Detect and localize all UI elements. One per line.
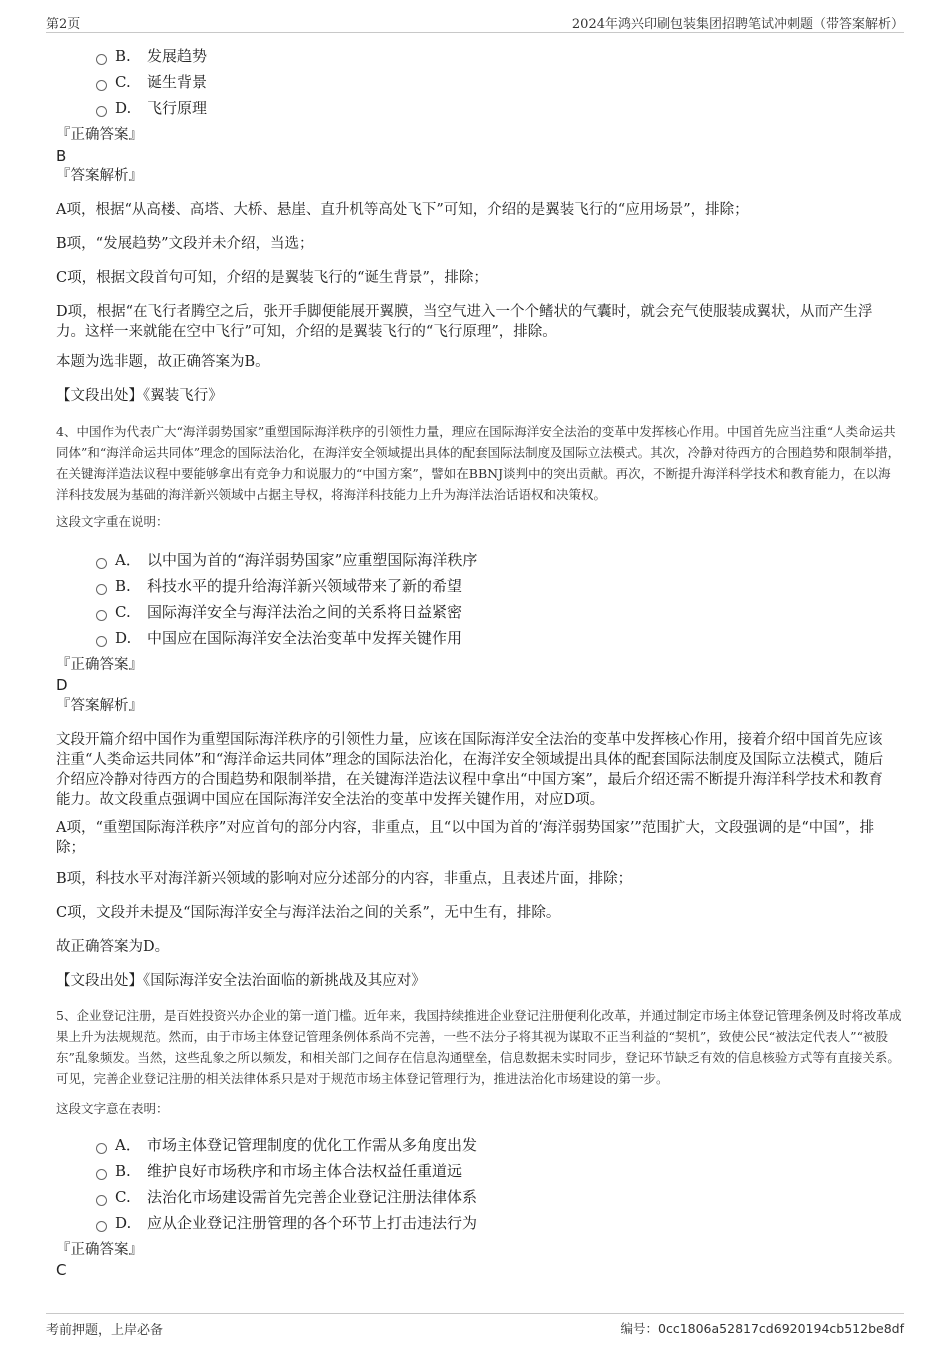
analysis-paragraph: A项，根据“从高楼、高塔、大桥、悬崖、直升机等高处飞下”可知，介绍的是翼装飞行的“应用场景”，排除； <box>56 202 749 218</box>
analysis-paragraph: 本题为选非题，故正确答案为B。 <box>56 354 270 370</box>
analysis-paragraph: B项，“发展趋势”文段并未介绍，当选； <box>56 236 314 252</box>
correct-answer: D <box>56 676 68 694</box>
analysis-paragraph: 故正确答案为D。 <box>56 939 170 955</box>
radio-icon[interactable] <box>96 610 107 621</box>
option-d[interactable]: D. 应从企业登记注册管理的各个环节上打击违法行为 <box>96 1211 477 1235</box>
analysis-paragraph: 文段开篇介绍中国作为重塑国际海洋秩序的引领性力量，应该在国际海洋安全法治的变革中发挥核心作用，接着介绍中国首先应该注重“人类命运共同体”和“海洋命运共同体”理念的国际法治化，在海洋安全领域提出具体的配套国际法制度及国际立法模式，随后介绍应冷静对待西方的合围趋势和限制举措，在关键海洋造法议程中拿出“中国方案”，最后介绍还需不断提升海洋科学技术和教育能力。故文段重点强调中国应在国际海洋安全法治的变革中发挥关键作用，对应D项。 <box>56 732 884 808</box>
option-c[interactable]: C. 诞生背景 <box>96 70 207 94</box>
answer-label: 『正确答案』 <box>56 127 143 143</box>
page-header <box>46 10 904 33</box>
correct-answer: C <box>56 1261 67 1279</box>
source-citation: 【文段出处】《国际海洋安全法治面临的新挑战及其应对》 <box>56 973 426 989</box>
analysis-label: 『答案解析』 <box>56 698 143 714</box>
analysis-paragraph: C项，文段并未提及“国际海洋安全与海洋法治之间的关系”，无中生有，排除。 <box>56 905 561 921</box>
source-citation: 【文段出处】《翼装飞行》 <box>56 388 223 404</box>
option-b[interactable]: B. 科技水平的提升给海洋新兴领域带来了新的希望 <box>96 574 462 598</box>
analysis-paragraph: B项，科技水平对海洋新兴领域的影响对应分述部分的内容，非重点，且表述片面，排除； <box>56 871 633 887</box>
correct-answer: B <box>56 147 67 165</box>
footer-slogan: 考前押题，上岸必备 <box>46 1323 164 1338</box>
radio-icon[interactable] <box>96 584 107 595</box>
option-d[interactable]: D. 飞行原理 <box>96 96 207 120</box>
radio-icon[interactable] <box>96 1221 107 1232</box>
option-b[interactable]: B. 维护良好市场秩序和市场主体合法权益任重道远 <box>96 1159 462 1183</box>
radio-icon[interactable] <box>96 54 107 65</box>
question-prompt: 这段文字意在表明： <box>56 1101 169 1116</box>
analysis-paragraph: A项，“重塑国际海洋秩序”对应首句的部分内容，非重点，且“以中国为首的‘海洋弱势国家’”范围扩大，文段强调的是“中国”，排除； <box>56 820 875 856</box>
answer-label: 『正确答案』 <box>56 657 143 673</box>
option-d[interactable]: D. 中国应在国际海洋安全法治变革中发挥关键作用 <box>96 626 462 650</box>
radio-icon[interactable] <box>96 558 107 569</box>
question-prompt: 这段文字重在说明： <box>56 514 169 529</box>
question-stem: 4、中国作为代表广大“海洋弱势国家”重塑国际海洋秩序的引领性力量，理应在国际海洋安全法治的变革中发挥核心作用。中国首先应当注重“人类命运共同体”和“海洋命运共同体”理念的国际法治化，在海洋安全领域提出具体的配套国际法制度及国际立法模式。其次，冷静对待西方的合围趋势和限制举措，在关键海洋造法议程中要能够拿出有竞争力和说服力的“中国方案”，譬如在BBNJ谈判中的突出贡献。再次，不断提升海洋科学技术和教育能力，在以海洋科技发展为基础的海洋新兴领域中占据主导权，将海洋科技能力上升为海洋法治话语权和决策权。 <box>56 424 901 502</box>
radio-icon[interactable] <box>96 1195 107 1206</box>
option-c[interactable]: C. 国际海洋安全与海洋法治之间的关系将日益紧密 <box>96 600 462 624</box>
analysis-label: 『答案解析』 <box>56 168 143 184</box>
document-title: 2024年鸿兴印刷包装集团招聘笔试冲刺题（带答案解析） <box>571 17 904 32</box>
option-a[interactable]: A． 市场主体登记管理制度的优化工作需从多角度出发 <box>96 1133 477 1157</box>
radio-icon[interactable] <box>96 80 107 91</box>
option-a[interactable]: A． 以中国为首的“海洋弱势国家”应重塑国际海洋秩序 <box>96 548 477 572</box>
answer-label: 『正确答案』 <box>56 1242 143 1258</box>
analysis-paragraph: C项，根据文段首句可知，介绍的是翼装飞行的“诞生背景”，排除； <box>56 270 488 286</box>
radio-icon[interactable] <box>96 1143 107 1154</box>
radio-icon[interactable] <box>96 106 107 117</box>
question-stem: 5、企业登记注册，是百姓投资兴办企业的第一道门槛。近年来，我国持续推进企业登记注册便利化改革，并通过制定市场主体登记管理条例及时将改革成果上升为法规规范。然而，由于市场主体登记管理条例体系尚不完善，一些不法分子将其视为谋取不正当利益的“契机”，致使公民“被法定代表人”“被股东”乱象频发。当然，这些乱象之所以频发，和相关部门之间存在信息沟通壁垒，信息数据未实时同步，登记环节缺乏有效的信息核验方式等有直接关系。可见，完善企业登记注册的相关法律体系只是对于规范市场主体登记管理行为，推进法治化市场建设的第一步。 <box>56 1008 902 1086</box>
radio-icon[interactable] <box>96 636 107 647</box>
option-b[interactable]: B. 发展趋势 <box>96 44 207 68</box>
page-number: 第2页 <box>46 17 81 32</box>
page-footer <box>46 1313 904 1340</box>
option-c[interactable]: C. 法治化市场建设需首先完善企业登记注册法律体系 <box>96 1185 477 1209</box>
document-id: 编号：0cc1806a52817cd6920194cb512be8df <box>620 1321 904 1336</box>
radio-icon[interactable] <box>96 1169 107 1180</box>
analysis-paragraph: D项，根据“在飞行者腾空之后，张开手脚便能展开翼膜，当空气进入一个个鳍状的气囊时，就会充气使服装成翼状，从而产生浮力。这样一来就能在空中飞行”可知，介绍的是翼装飞行的“飞行原理”，排除。 <box>56 304 873 340</box>
